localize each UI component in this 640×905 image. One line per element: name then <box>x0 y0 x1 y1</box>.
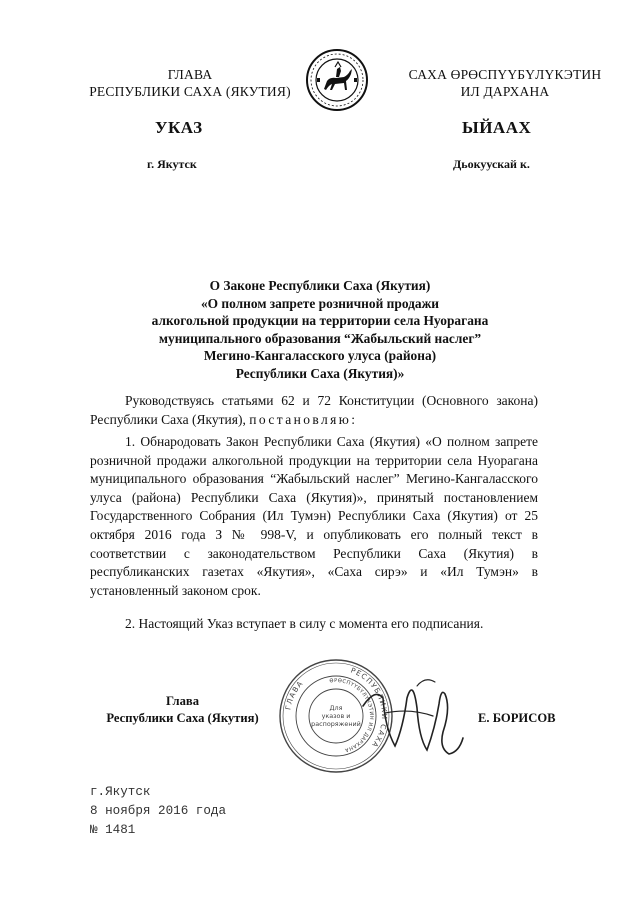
decree-title-sakha: ЫЙААХ <box>462 118 532 137</box>
stamp-ring-left: ГЛАВА <box>283 678 306 711</box>
preamble-paragraph <box>90 392 538 429</box>
issuer-ru-line1: ГЛАВА <box>167 67 213 82</box>
issuer-ru-line2: РЕСПУБЛИКИ САХА (ЯКУТИЯ) <box>89 84 291 99</box>
signatory-name: Е. БОРИСОВ <box>478 711 556 725</box>
stamp-ring-top: РЕСПУБЛИКИ САХА <box>349 665 390 750</box>
decree-item-2: 2. Настоящий Указ вступает в силу с момента его подписания. <box>125 616 484 631</box>
stamp-inner-line1: Для <box>329 704 343 712</box>
decree-title-ru: УКАЗ <box>155 118 203 137</box>
registration-date: 8 ноября 2016 года <box>90 804 227 818</box>
law-title-line: «О полном запрете розничной продажи <box>200 295 440 311</box>
coat-of-arms-emblem <box>305 48 369 112</box>
city-sakha: Дьокуускай к. <box>453 157 530 171</box>
law-title-line: муниципального образования “Жабыльский наслег” <box>158 330 482 346</box>
law-title <box>100 277 540 383</box>
stamp-ring-mid: ӨРӨСПҮҮБҮЛҮКЭТИН ИЛ ДАРХАНА <box>329 677 375 753</box>
signatory-title-line1: Глава <box>165 694 200 708</box>
registration-number: № 1481 <box>90 823 136 837</box>
issuer-sakha-line2: ИЛ ДАРХАНА <box>460 84 550 99</box>
signature-scribble-icon <box>355 668 470 768</box>
signatory-title <box>80 693 285 727</box>
law-title-line: Мегино-Кангаласского улуса (района) <box>203 348 437 364</box>
handwritten-signature <box>355 668 470 768</box>
decree-item-1: 1. Обнародовать Закон Республики Саха (Якутия) «О полном запрете розничной продажи алкогольной продукции на территории села Нуорагана муниципального образования “Жабыльский наслег” Мегино-Кангаласского улуса (района) Республики Саха (Якутия)», принятый постановлением Государственного Собрания (Ил Тумэн) Республики Саха (Якутия) от 25 октября 2016 года З № 998-V, и опубликовать его полный текст в соответствии с законодательством Республики Саха (Якутия) в республиканских газетах «Якутия», «Саха сирэ» и «Ил Тумэн» в установленный законом срок. <box>90 434 538 598</box>
stamp-inner-line2: указов и <box>321 712 351 720</box>
resolve-word: постановляю: <box>249 411 358 427</box>
law-title-line: алкогольной продукции на территории села Нуорагана <box>151 313 489 329</box>
registration-block <box>90 783 226 840</box>
stamp-inner-line3: распоряжений <box>311 720 361 728</box>
law-title-line: Республики Саха (Якутия)» <box>235 365 405 381</box>
issuer-sakha <box>385 66 625 100</box>
registration-place: г.Якутск <box>90 785 151 799</box>
issuer-sakha-line1: САХА ӨРӨСПҮҮБҮЛҮКЭТИН <box>408 67 602 82</box>
preamble-text: Руководствуясь статьями 62 и 72 Конституции (Основного закона) Республики Саха (Якутия), <box>90 393 538 427</box>
signatory-title-line2: Республики Саха (Якутия) <box>106 711 259 725</box>
law-title-line: О Законе Республики Саха (Якутия) <box>209 278 431 293</box>
city-ru: г. Якутск <box>147 157 197 171</box>
emblem-icon <box>305 48 369 112</box>
issuer-ru <box>70 66 310 100</box>
